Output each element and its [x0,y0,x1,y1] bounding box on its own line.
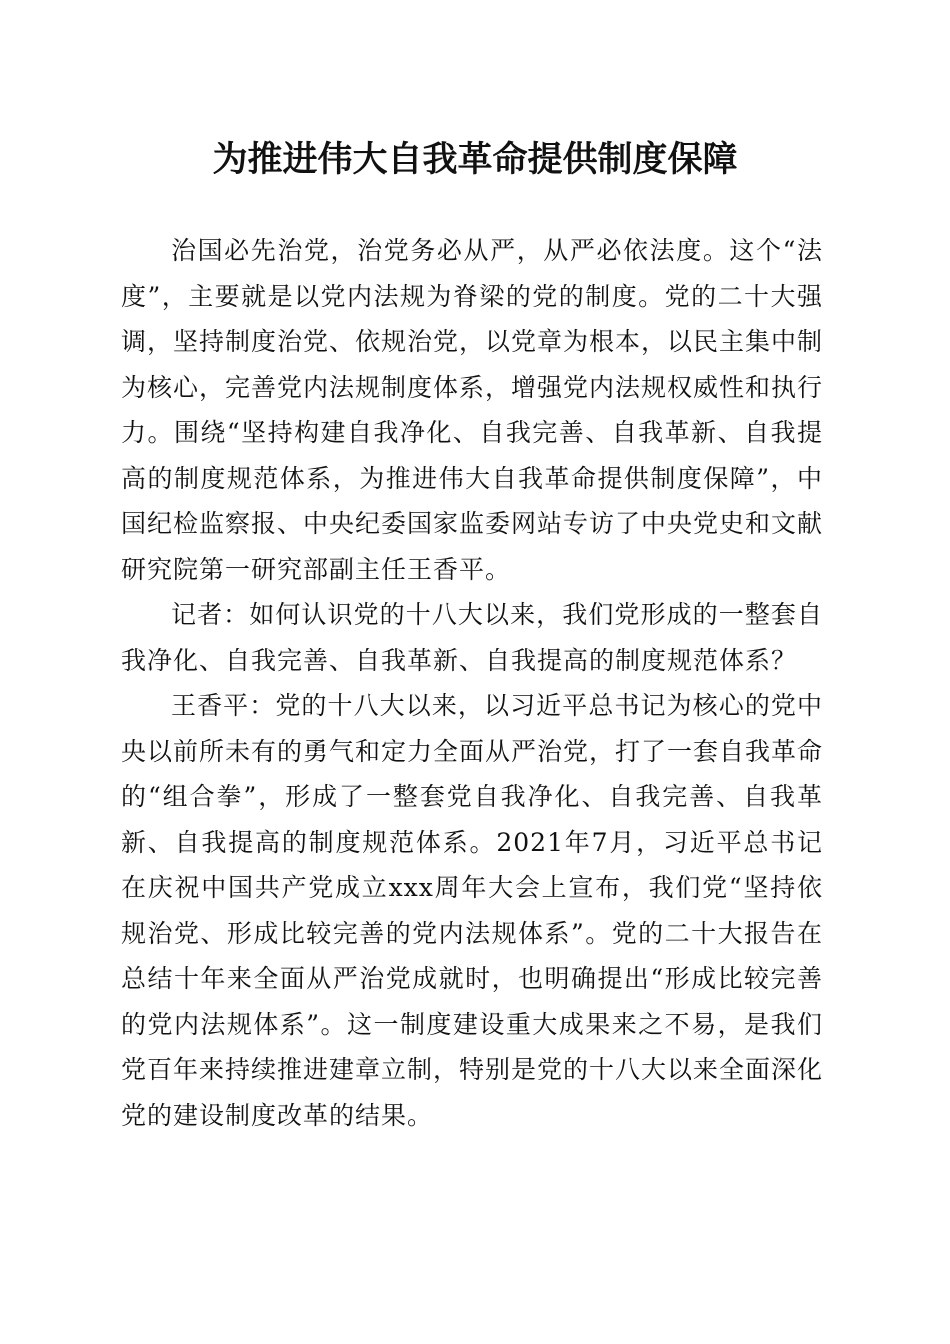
document-title: 为推进伟大自我革命提供制度保障 [212,139,738,180]
document-body [121,228,823,1138]
paragraph-answer: 王香平：党的十八大以来，以习近平总书记为核心的党中央以前所未有的勇气和定力全面从严治党，打了一套自我革命的“组合拳”，形成了一整套党自我净化、自我完善、自我革新、自我提高的制度规范体系。2021年7月，习近平总书记在庆祝中国共产党成立xxx周年大会上宣布，我们党“坚持依规治党、形成比较完善的党内法规体系”。党的二十大报告在总结十年来全面从严治党成就时，也明确提出“形成比较完善的党内法规体系”。这一制度建设重大成果来之不易，是我们党百年来持续推进建章立制，特别是党的十八大以来全面深化党的建设制度改革的结果。 [121,691,824,1130]
paragraph-question: 记者：如何认识党的十八大以来，我们党形成的一整套自我净化、自我完善、自我革新、自我提高的制度规范体系？ [121,600,823,675]
paragraph-intro: 治国必先治党，治党务必从严，从严必依法度。这个“法度”，主要就是以党内法规为脊梁的党的制度。党的二十大强调，坚持制度治党、依规治党，以党章为根本，以民主集中制为核心，完善党内法规制度体系，增强党内法规权威性和执行力。围绕“坚持构建自我净化、自我完善、自我革新、自我提高的制度规范体系，为推进伟大自我革命提供制度保障”，中国纪检监察报、中央纪委国家监委网站专访了中央党史和文献研究院第一研究部副主任王香平。 [121,236,824,584]
